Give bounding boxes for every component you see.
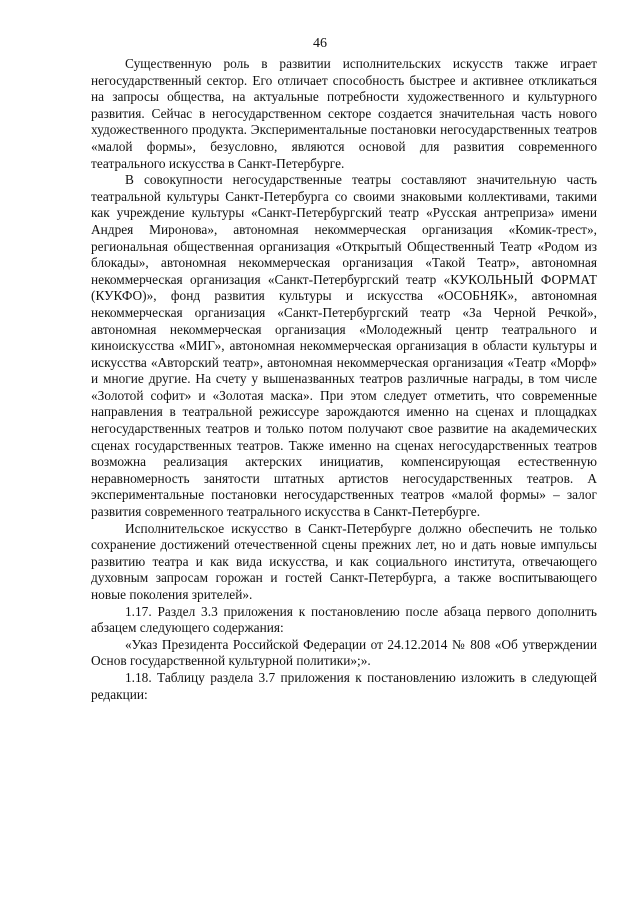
paragraph-amendment-1-17: 1.17. Раздел 3.3 приложения к постановлению после абзаца первого дополнить абзацем следующего содержания: — [91, 603, 597, 636]
paragraph-amendment-1-18: 1.18. Таблицу раздела 3.7 приложения к постановлению изложить в следующей редакции: — [91, 669, 597, 702]
paragraph-nongovernment-sector-role: Существенную роль в развитии исполнительских искусств также играет негосударственный сектор. Его отличает способность быстрее и активнее откликаться на запросы общества, на актуальные потребности художественного и культурного развития. Сейчас в негосударственном секторе создается значительная часть нового художественного продукта. Экспериментальные постановки негосударственных театров «малой формы», безусловно, являются основой для развития современного театрального искусства в Санкт-Петербурге. — [91, 56, 597, 171]
paragraph-nongovernment-theatres-list: В совокупности негосударственные театры составляют значительную часть театральной культуры Санкт-Петербурга со своими знаковыми коллективами, такими как учреждение культуры «Санкт-Петербургский театр «Русская антреприза» имени Андрея Миронова», автономная некоммерческая организация «Комик-трест», региональная общественная организация «Открытый Общественный Театр «Родом из блокады», автономная некоммерческая организация «Такой Театр», автономная некоммерческая организация «Санкт-Петербургский театр «КУКОЛЬНЫЙ ФОРМАТ (КУКФО)», фонд развития культуры и искусства «ОСОБНЯК», автономная некоммерческая организация «Санкт-Петербургский театр «За Черной Речкой», автономная некоммерческая организация «Молодежный центр театрального и киноискусства «МИГ», автономная некоммерческая организация в области культуры и искусства «Авторский театр», автономная некоммерческая организация «Театр «Морф» и многие другие. На счету у вышеназванных театров различные награды, в том числе «Золотой софит» и «Золотая маска». При этом следует отметить, что современные направления в театральной режиссуре зарождаются именно на сценах и площадках негосударственных театров и только потом получают свое развитие на академических сценах государственных театров. Также именно на сценах негосударственных театров возможна реализация актерских инициатив, компенсирующая естественную неравномерность занятости штатных артистов негосударственных театров. А экспериментальные постановки негосударственных театров «малой формы» – залог развития современного театрального искусства в Санкт-Петербурге. — [91, 172, 597, 520]
page-number: 46 — [313, 36, 327, 51]
paragraph-presidential-decree: «Указ Президента Российской Федерации от 24.12.2014 № 808 «Об утверждении Основ государственной культурной политики»;». — [91, 636, 597, 669]
document-body — [91, 56, 597, 703]
paragraph-performing-arts-goals: Исполнительское искусство в Санкт-Петербурге должно обеспечить не только сохранение достижений отечественной сцены прежних лет, но и дать новые импульсы развитию театра и как вида искусства, и как социального института, отвечающего духовным запросам горожан и гостей Санкт-Петербурга, а также воспитывающего новые поколения зрителей». — [91, 520, 597, 602]
